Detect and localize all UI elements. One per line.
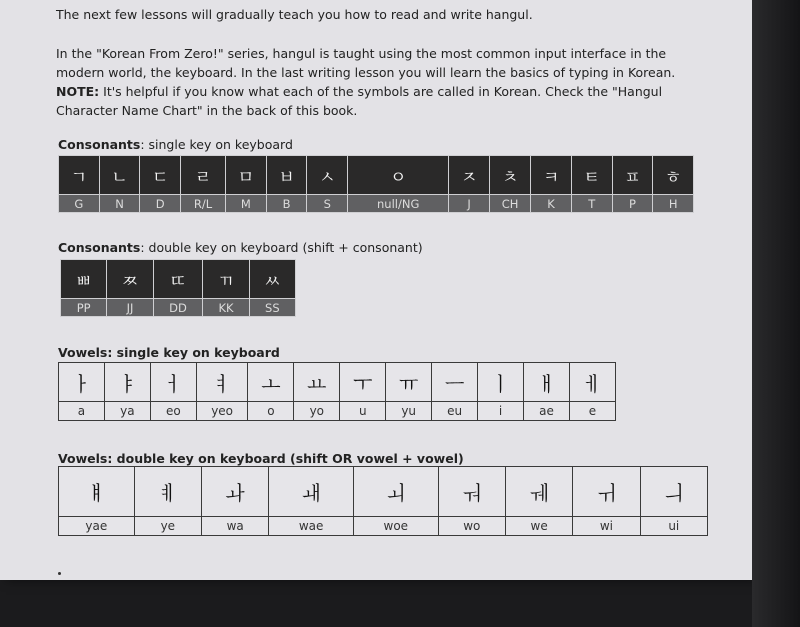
consonant-glyph-cell: ㅊ (489, 156, 530, 195)
double-vowel-sound-cell: wae (269, 517, 354, 536)
double-vowel-sound-cell: woe (353, 517, 438, 536)
double-consonant-sound-cell: KK (203, 299, 249, 317)
intro-line: The next few lessons will gradually teach you how to read and write hangul. (56, 7, 533, 22)
double-consonant-glyph-cell: ㅆ (249, 260, 295, 299)
consonant-sound-cell: CH (489, 195, 530, 213)
vowel-sound-cell: e (569, 402, 615, 421)
page-dot (58, 572, 61, 575)
consonant-sound-cell: null/NG (348, 195, 449, 213)
vowel-sound-cell: i (478, 402, 524, 421)
consonants-double-table (60, 259, 296, 317)
vowels-single-heading-text: Vowels: single key on keyboard (58, 345, 280, 360)
consonants-single-heading (58, 137, 293, 152)
intro-paragraph (56, 44, 706, 120)
consonant-glyph-cell: ㄴ (99, 156, 140, 195)
consonant-sound-cell: P (612, 195, 653, 213)
double-vowel-sound-cell: wo (438, 517, 505, 536)
consonant-sound-cell: K (531, 195, 572, 213)
double-consonant-glyph-cell: ㄸ (153, 260, 203, 299)
vowel-sound-cell: u (340, 402, 386, 421)
consonant-sound-cell: B (266, 195, 307, 213)
consonant-glyph-cell: ㅅ (307, 156, 348, 195)
double-vowel-sound-cell: wa (201, 517, 268, 536)
vowels-double-heading-text: Vowels: double key on keyboard (shift OR vowel + vowel) (58, 451, 464, 466)
double-vowel-glyph-cell: ㅢ (640, 467, 707, 517)
consonants-double-heading-rest: : double key on keyboard (shift + consonant) (140, 240, 423, 255)
background-shadow (752, 0, 800, 627)
vowel-sound-cell: eu (432, 402, 478, 421)
vowel-glyph-cell: ㅓ (150, 363, 196, 402)
consonant-sound-cell: D (140, 195, 181, 213)
double-consonant-sound-cell: SS (249, 299, 295, 317)
double-vowel-sound-cell: ye (134, 517, 201, 536)
consonant-glyph-cell: ㅂ (266, 156, 307, 195)
vowel-sound-cell: yo (294, 402, 340, 421)
consonant-glyph-cell: ㅌ (571, 156, 612, 195)
consonant-glyph-cell: ㄹ (181, 156, 226, 195)
vowels-double-heading (58, 451, 464, 466)
double-vowel-sound-cell: wi (573, 517, 640, 536)
double-vowel-glyph-cell: ㅙ (269, 467, 354, 517)
double-consonant-glyph-cell: ㅉ (107, 260, 153, 299)
consonant-glyph-cell: ㅁ (226, 156, 267, 195)
paragraph-part2: It's helpful if you know what each of the symbols are called in Korean. Check the "Hangul Character Name Chart" in the back of this book. (56, 84, 663, 118)
note-label: NOTE: (56, 84, 100, 99)
consonant-glyph-cell: ㅎ (653, 156, 694, 195)
consonants-single-heading-rest: : single key on keyboard (140, 137, 293, 152)
consonant-glyph-cell: ㅍ (612, 156, 653, 195)
paragraph-part1: In the "Korean From Zero!" series, hangul is taught using the most common input interface in the modern world, the keyboard. In the last writing lesson you will learn the basics of typing in Korean. (56, 46, 676, 80)
vowel-sound-cell: ae (524, 402, 570, 421)
double-vowel-glyph-cell: ㅖ (134, 467, 201, 517)
vowel-glyph-cell: ㅠ (386, 363, 432, 402)
vowels-single-table (58, 362, 616, 421)
vowel-glyph-cell: ㅏ (59, 363, 105, 402)
vowel-sound-cell: eo (150, 402, 196, 421)
vowel-sound-cell: a (59, 402, 105, 421)
double-consonant-sound-cell: DD (153, 299, 203, 317)
consonant-sound-cell: J (449, 195, 490, 213)
vowels-single-heading (58, 345, 280, 360)
double-vowel-glyph-cell: ㅚ (353, 467, 438, 517)
vowel-sound-cell: yeo (196, 402, 248, 421)
vowel-glyph-cell: ㅐ (524, 363, 570, 402)
consonants-double-heading-bold: Consonants (58, 240, 141, 255)
vowel-glyph-cell: ㅗ (248, 363, 294, 402)
double-consonant-sound-cell: PP (61, 299, 107, 317)
consonant-sound-cell: G (59, 195, 100, 213)
consonant-glyph-cell: ㅈ (449, 156, 490, 195)
double-vowel-glyph-cell: ㅝ (438, 467, 505, 517)
vowel-glyph-cell: ㅡ (432, 363, 478, 402)
vowel-sound-cell: o (248, 402, 294, 421)
consonant-glyph-cell: ㄷ (140, 156, 181, 195)
consonant-glyph-cell: ㅋ (531, 156, 572, 195)
double-vowel-sound-cell: yae (59, 517, 135, 536)
double-consonant-glyph-cell: ㄲ (203, 260, 249, 299)
consonant-sound-cell: T (571, 195, 612, 213)
vowel-glyph-cell: ㅛ (294, 363, 340, 402)
vowel-glyph-cell: ㅜ (340, 363, 386, 402)
double-vowel-sound-cell: we (505, 517, 572, 536)
consonants-double-heading (58, 240, 423, 255)
vowel-glyph-cell: ㅑ (104, 363, 150, 402)
vowel-glyph-cell: ㅕ (196, 363, 248, 402)
consonant-sound-cell: M (226, 195, 267, 213)
double-consonant-glyph-cell: ㅃ (61, 260, 107, 299)
vowel-sound-cell: yu (386, 402, 432, 421)
consonant-sound-cell: N (99, 195, 140, 213)
vowels-double-table (58, 466, 708, 536)
double-vowel-sound-cell: ui (640, 517, 707, 536)
consonants-single-table (58, 155, 694, 213)
double-vowel-glyph-cell: ㅘ (201, 467, 268, 517)
consonants-single-heading-bold: Consonants (58, 137, 141, 152)
consonant-glyph-cell: ㅇ (348, 156, 449, 195)
consonant-glyph-cell: ㄱ (59, 156, 100, 195)
consonant-sound-cell: R/L (181, 195, 226, 213)
double-vowel-glyph-cell: ㅟ (573, 467, 640, 517)
double-vowel-glyph-cell: ㅒ (59, 467, 135, 517)
vowel-glyph-cell: ㅔ (569, 363, 615, 402)
vowel-sound-cell: ya (104, 402, 150, 421)
vowel-glyph-cell: ㅣ (478, 363, 524, 402)
double-consonant-sound-cell: JJ (107, 299, 153, 317)
double-vowel-glyph-cell: ㅞ (505, 467, 572, 517)
consonant-sound-cell: S (307, 195, 348, 213)
consonant-sound-cell: H (653, 195, 694, 213)
